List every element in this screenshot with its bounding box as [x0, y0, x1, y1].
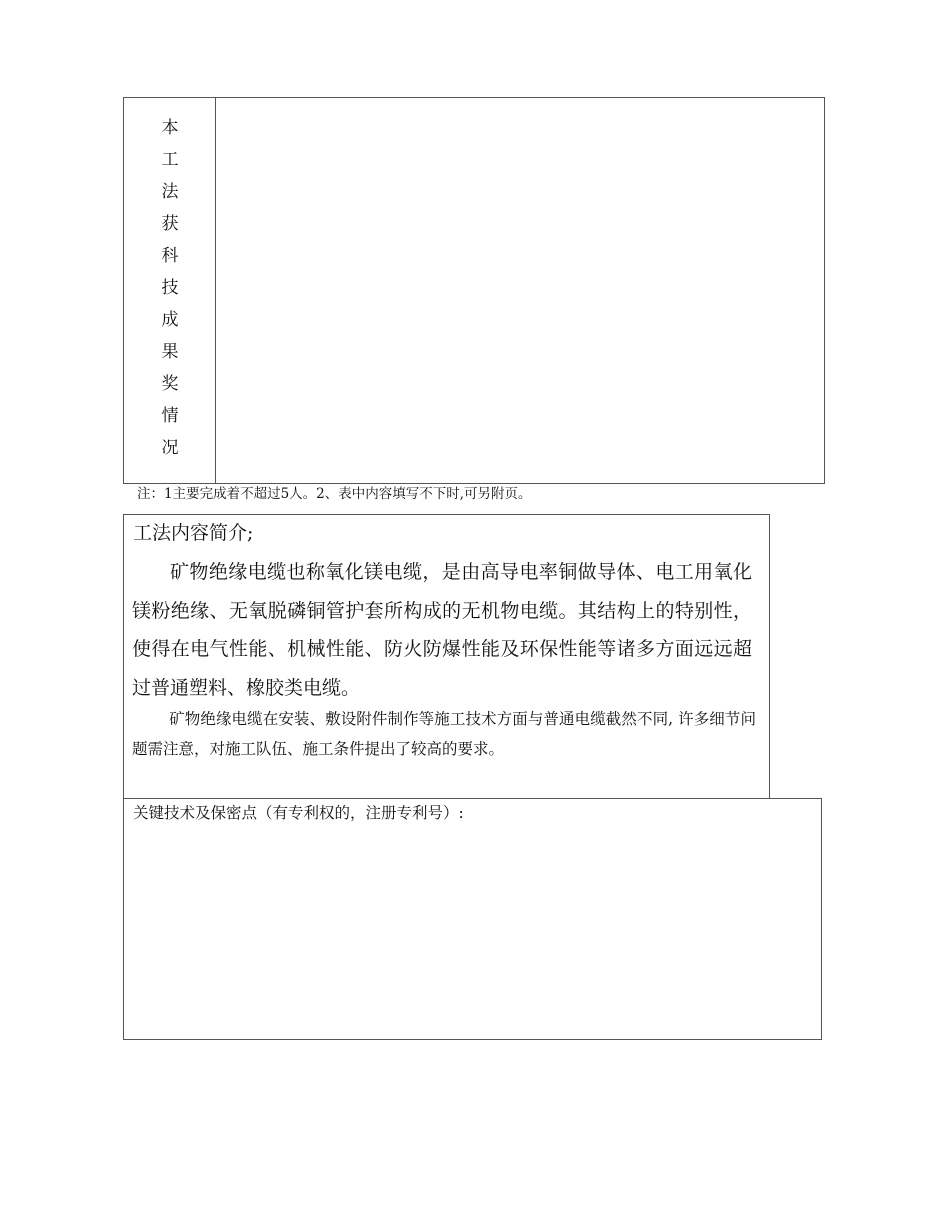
summary-title: 工法内容简介;: [133, 522, 254, 544]
award-label-cell: [124, 98, 216, 483]
summary-paragraph-2: 矿物绝缘电缆在安装、敷设附件制作等施工技术方面与普通电缆截然不同, 许多细节问题需注意，对施工队伍、施工条件提出了较高的要求。: [132, 710, 756, 758]
award-label-char: 情: [161, 406, 179, 426]
footnote: 注：1主要完成着不超过5人。2、表中内容填写不下时,可另附页。: [137, 486, 532, 502]
award-label-char: 工: [161, 150, 179, 170]
award-label-char: 奖: [161, 374, 179, 394]
award-label-char: 技: [161, 278, 179, 298]
award-label: [124, 112, 216, 472]
award-label-char: 科: [161, 246, 179, 266]
key-tech-title: 关键技术及保密点（有专利权的，注册专利号）:: [133, 804, 464, 822]
award-table: [123, 97, 825, 484]
award-label-char: 获: [161, 214, 179, 234]
summary-paragraph-1: 矿物绝缘电缆也称氧化镁电缆，是由高导电率铜做导体、电工用氧化镁粉绝缘、无氧脱磷铜管护套所构成的无机物电缆。其结构上的特别性，使得在电气性能、机械性能、防火防爆性能及环保性能等诸多方面远远超过普通塑料、橡胶类电缆。: [132, 561, 752, 699]
key-tech-section: [123, 798, 822, 1040]
award-label-char: 况: [161, 438, 179, 458]
award-label-char: 果: [161, 342, 179, 362]
award-label-char: 成: [161, 310, 179, 330]
award-label-char: 法: [161, 182, 179, 202]
summary-section: [123, 514, 770, 799]
award-label-char: 本: [161, 118, 179, 138]
